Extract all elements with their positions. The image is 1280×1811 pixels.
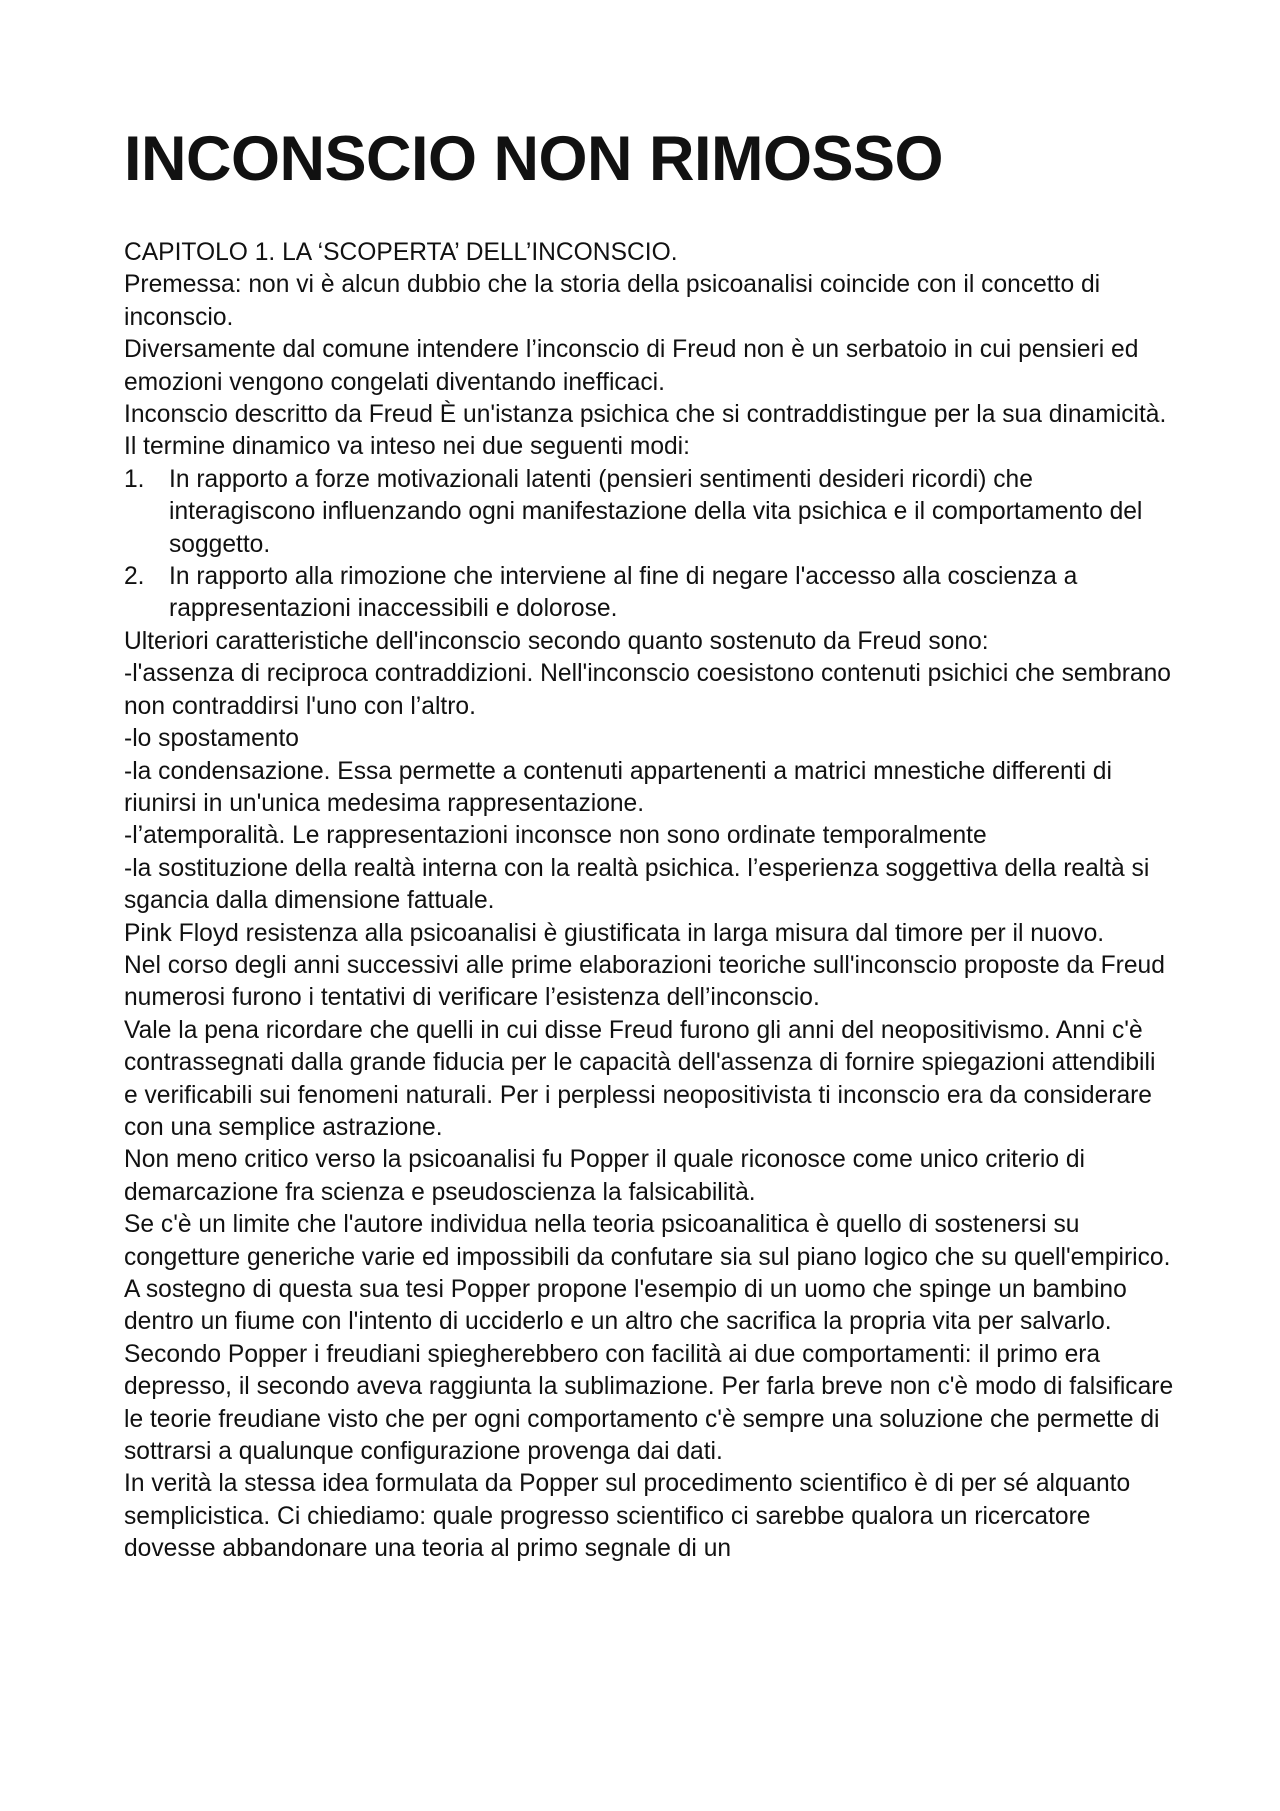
paragraph: -la condensazione. Essa permette a contenuti appartenenti a matrici mnestiche differenti di riunirsi in un'unica medesima rappresentazione.: [124, 757, 1112, 817]
paragraph: Inconscio descritto da Freud È un'istanza psichica che si contraddistingue per la sua dinamicità. Il termine dinamico va inteso nei due seguenti modi:: [124, 401, 1167, 461]
list-item-number: 2.: [124, 563, 145, 591]
chapter-heading: CAPITOLO 1. LA ‘SCOPERTA’ DELL’INCONSCIO.: [124, 239, 678, 266]
paragraph: Non meno critico verso la psicoanalisi fu Popper il quale riconosce come unico criterio di demarcazione fra scienza e pseudoscienza la falsicabilità.: [124, 1146, 1085, 1206]
numbered-list: [124, 464, 1174, 626]
document-body: [124, 237, 1174, 1566]
paragraph: Diversamente dal comune intendere l’inconscio di Freud non è un serbatoio in cui pensieri ed emozioni vengono congelati diventando inefficaci.: [124, 336, 1139, 396]
paragraph: Premessa: non vi è alcun dubbio che la storia della psicoanalisi coincide con il concetto di inconscio.: [124, 271, 1101, 331]
paragraph: In verità la stessa idea formulata da Popper sul procedimento scientifico è di per sé alquanto semplicistica. Ci chiediamo: quale progresso scientifico ci sarebbe qualora un ricercatore dovesse abbandonare una teoria al primo segnale di un: [124, 1470, 1131, 1563]
paragraph: Vale la pena ricordare che quelli in cui disse Freud furono gli anni del neopositivismo. Anni c'è contrassegnati dalla grande fiducia per le capacità dell'assenza di fornire spiegazioni attendibili e verificabili sui fenomeni naturali. Per i perplessi neopositivista ti inconscio era da considerare con una semplice astrazione.: [124, 1016, 1156, 1141]
paragraph: -l’atemporalità. Le rappresentazioni inconsce non sono ordinate temporalmente: [124, 822, 987, 850]
paragraph: Nel corso degli anni successivi alle prime elaborazioni teoriche sull'inconscio proposte da Freud numerosi furono i tentativi di verificare l’esistenza dell’inconscio.: [124, 951, 1165, 1012]
document-page: [124, 124, 1174, 1566]
paragraph: Pink Floyd resistenza alla psicoanalisi è giustificata in larga misura dal timore per il nuovo.: [124, 919, 1105, 947]
list-item-text: In rapporto a forze motivazionali latenti (pensieri sentimenti desideri ricordi) che interagiscono influenzando ogni manifestazione della vita psichica e il comportamento del soggetto.: [169, 465, 1143, 558]
paragraph: Ulteriori caratteristiche dell'inconscio secondo quanto sostenuto da Freud sono:: [124, 627, 989, 655]
paragraph: -lo spostamento: [124, 725, 299, 753]
paragraph: -l'assenza di reciproca contraddizioni. Nell'inconscio coesistono contenuti psichici che sembrano non contraddirsi l'uno con l’altro.: [124, 660, 1171, 720]
paragraph: Se c'è un limite che l'autore individua nella teoria psicoanalitica è quello di sostenersi su congetture generiche varie ed impossibili da confutare sia sul piano logico che su quell'empirico. A sostegno di questa sua tesi Popper propone l'esempio di un uomo che spinge un bambino dentro un fiume con l'intento di ucciderlo e un altro che sacrifica la propria vita per salvarlo. Secondo Popper i freudiani spiegherebbero con facilità ai due comportamenti: il primo era depresso, il secondo aveva raggiunta la sublimazione. Per farla breve non c'è modo di falsificare le teorie freudiane visto che per ogni comportamento c'è sempre una soluzione che permette di sottrarsi a qualunque configurazione provenga dai dati.: [124, 1211, 1174, 1466]
document-title: INCONSCIO NON RIMOSSO: [124, 124, 944, 194]
list-item-number: 1.: [124, 465, 145, 493]
list-item-text: In rapporto alla rimozione che interviene al fine di negare l'accesso alla coscienza a rappresentazioni inaccessibili e dolorose.: [169, 563, 1078, 623]
list-item: [124, 561, 1174, 626]
paragraph: -la sostituzione della realtà interna con la realtà psichica. l’esperienza soggettiva della realtà si sgancia dalla dimensione fattuale.: [124, 854, 1150, 915]
list-item: [124, 464, 1174, 561]
